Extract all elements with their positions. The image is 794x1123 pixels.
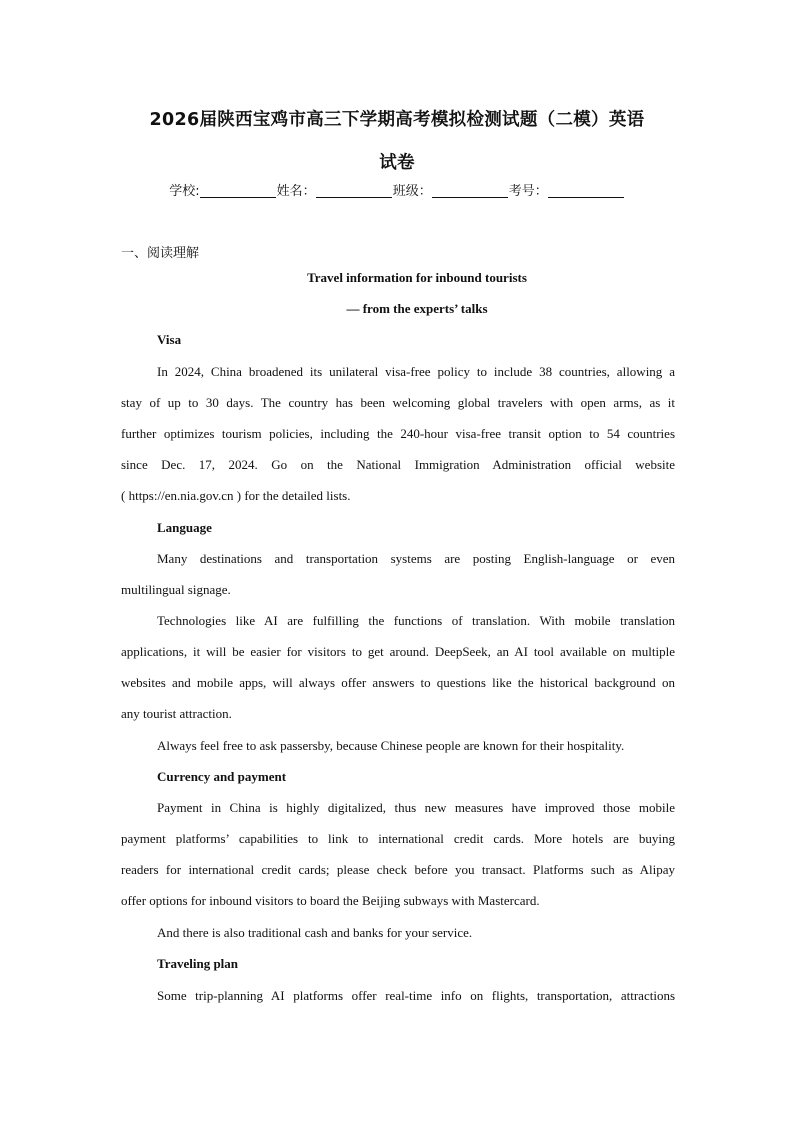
name-label: 姓名： bbox=[276, 184, 316, 199]
text-line: ( https://en.nia.gov.cn ) for the detailed lists. bbox=[121, 488, 351, 503]
text-line: readers for international credit cards; please check before you transact. Platforms such as Alipay bbox=[121, 862, 675, 877]
heading-currency-payment: Currency and payment bbox=[157, 769, 287, 784]
text-line: Many destinations and transportation systems are posting English-language or even bbox=[157, 551, 675, 566]
exam-number-blank[interactable] bbox=[548, 183, 624, 198]
heading-language: Language bbox=[157, 520, 212, 535]
text-line: Some trip-planning AI platforms offer real-time info on flights, transportation, attractions bbox=[157, 988, 675, 1003]
class-label: 班级： bbox=[392, 184, 432, 199]
exam-title-line1: 2026届陕西宝鸡市高三下学期高考模拟检测试题（二模）英语 bbox=[149, 110, 645, 130]
text-line: offer options for inbound visitors to board the Beijing subways with Mastercard. bbox=[121, 893, 540, 908]
text-line: In 2024, China broadened its unilateral visa-free policy to include 38 countries, allowing a bbox=[157, 364, 675, 379]
class-blank[interactable] bbox=[432, 183, 508, 198]
text-line: further optimizes tourism policies, including the 240-hour visa-free transit option to 54 countries bbox=[121, 426, 675, 441]
text-line: since Dec. 17, 2024. Go on the National Immigration Administration official website bbox=[121, 457, 675, 472]
text-line: Technologies like AI are fulfilling the functions of translation. With mobile translation bbox=[157, 613, 675, 628]
text-line: applications, it will be easier for visitors to get around. DeepSeek, an AI tool available on multiple bbox=[121, 644, 675, 659]
exam-number-label: 考号： bbox=[508, 184, 548, 199]
text-line: websites and mobile apps, will always offer answers to questions like the historical background on bbox=[121, 675, 675, 690]
student-info-row bbox=[0, 180, 794, 199]
heading-visa: Visa bbox=[157, 332, 182, 347]
school-blank[interactable] bbox=[200, 183, 276, 198]
article-title: Travel information for inbound tourists bbox=[307, 270, 527, 285]
text-line: Payment in China is highly digitalized, thus new measures have improved those mobile bbox=[157, 800, 675, 815]
text-line: multilingual signage. bbox=[121, 582, 231, 597]
name-blank[interactable] bbox=[316, 183, 392, 198]
text-line: Always feel free to ask passersby, because Chinese people are known for their hospitality. bbox=[157, 738, 625, 753]
text-line: payment platforms’ capabilities to link to international credit cards. More hotels are buying bbox=[121, 831, 675, 846]
exam-title-line2: 试卷 bbox=[379, 153, 415, 173]
article-subtitle: — from the experts’ talks bbox=[346, 301, 488, 316]
text-line: stay of up to 30 days. The country has been welcoming global travelers with open arms, as it bbox=[121, 395, 675, 410]
section-title: 一、阅读理解 bbox=[121, 246, 200, 261]
text-line: And there is also traditional cash and banks for your service. bbox=[157, 925, 473, 940]
heading-traveling-plan: Traveling plan bbox=[157, 956, 239, 971]
school-label: 学校: bbox=[169, 184, 200, 199]
text-line: any tourist attraction. bbox=[121, 706, 232, 721]
